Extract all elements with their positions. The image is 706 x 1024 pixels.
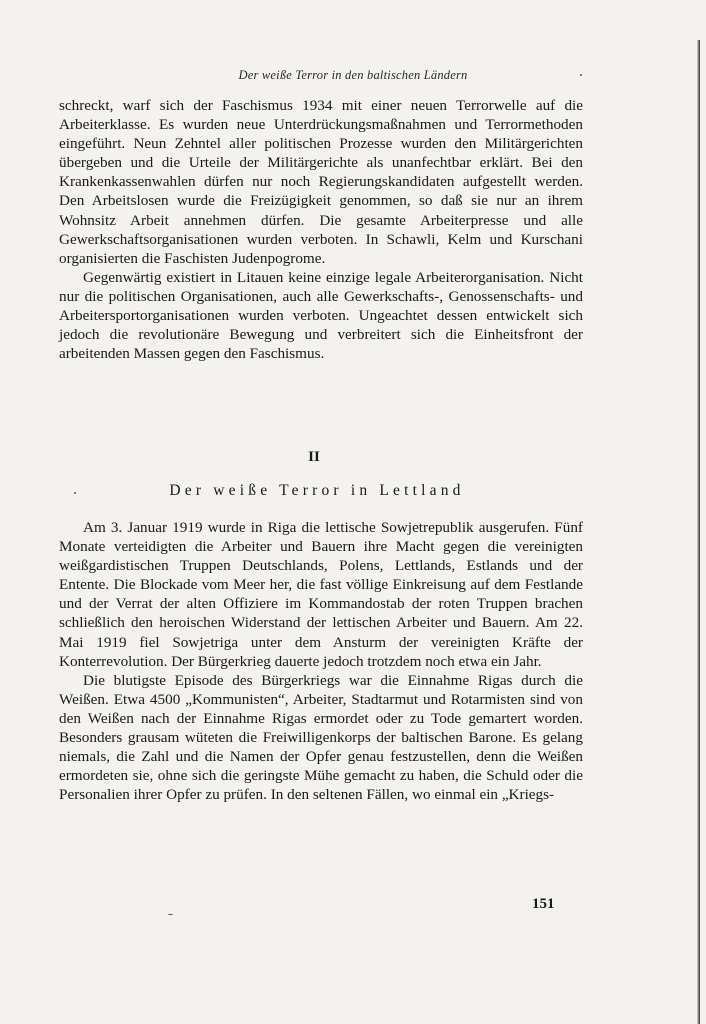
print-speck (580, 74, 582, 76)
text-block-latvia (59, 518, 583, 804)
page-number: 151 (532, 896, 555, 912)
paragraph: Die blutigste Episode des Bürgerkriegs war die Einnahme Rigas durch die Weißen. Etwa 4500 „Kommunisten“, Arbeiter, Stadtarmut und Rotarmisten sind von den Weißen nach der Einnahme Rigas ermordet oder zu Tode gemartert worden. Besonders grausam wüteten die Freiwilligenkorps der baltischen Barone. Es gelang niemals, die Zahl und die Namen der Opfer genau festzustellen, denn die Weißen ermordeten sie, ohne sich die geringste Mühe gemacht zu haben, die Schuld oder die Personalien ihrer Opfer zu prüfen. In den seltenen Fällen, wo einmal ein „Kriegs- (59, 671, 583, 804)
print-speck (74, 492, 76, 494)
page-edge-shadow (697, 40, 700, 1024)
print-speck (168, 914, 173, 915)
section-heading: Der weiße Terror in Lettland (169, 482, 465, 499)
text-block-lithuania (59, 96, 583, 363)
section-number: II (308, 449, 320, 465)
paragraph: Am 3. Januar 1919 wurde in Riga die lettische Sowjetrepublik ausgerufen. Fünf Monate verteidigten die Arbeiter und Bauern ihre Macht gegen die vereinigten weißgardistischen Truppen Deutschlands, Polens, Lettlands, Estlands und der Entente. Die Blockade vom Meer her, die fast völlige Einkreisung auf dem Festlande und der Verrat der alten Offiziere im Kommandostab der roten Truppen brachen schließlich den heroischen Widerstand der lettischen Arbeiter und Bauern. Am 22. Mai 1919 fiel Sowjetriga unter dem Ansturm der vereinigten Kräfte der Konterrevolution. Der Bürgerkrieg dauerte jedoch trotzdem noch etwa ein Jahr. (59, 519, 583, 670)
running-header: Der weiße Terror in den baltischen Ländern (238, 68, 468, 82)
paragraph: Gegenwärtig existiert in Litauen keine einzige legale Arbeiterorganisation. Nicht nur die politischen Organisationen, auch alle Gewerkschafts-, Genossenschafts- und Arbeitersportorganisationen wurden verboten. Ungeachtet dessen entwickelt sich jedoch die revolutionäre Bewegung und verbreitert sich die Einheitsfront der arbeitenden Massen gegen den Faschismus. (59, 268, 583, 363)
paragraph: schreckt, warf sich der Faschismus 1934 mit einer neuen Terrorwelle auf die Arbeiterklasse. Es wurden neue Unterdrückungsmaßnahmen und Terrormethoden eingeführt. Neun Zehntel aller politischen Prozesse wurden den Militärgerichten übergeben und die Urteile der Militärgerichte als unanfechtbar erklärt. Bei den Krankenkassenwahlen dürfen nur noch Regierungskandidaten aufgestellt werden. Den Arbeitslosen wurde die Freizügigkeit genommen, so daß sie nur an ihrem Wohnsitz Arbeit annehmen dürfen. Die gesamte Arbeiterpresse und alle Gewerkschaftsorganisationen wurden verboten. In Schawli, Kelm und Kurschani organisierten die Faschisten Judenpogrome. (59, 97, 583, 267)
